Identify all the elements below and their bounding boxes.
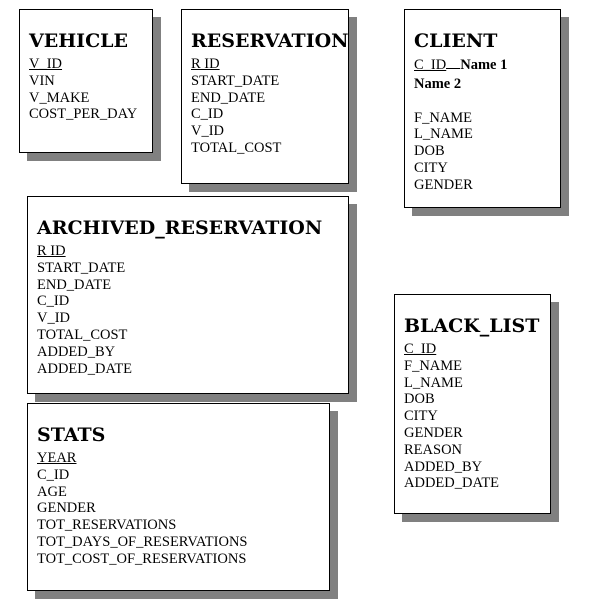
attribute: L_NAME: [404, 374, 463, 391]
attribute: C_ID: [191, 106, 224, 123]
primary-key: R ID: [191, 56, 220, 72]
attribute: END_DATE: [37, 276, 112, 293]
attribute: F_NAME: [404, 357, 463, 374]
primary-key: C_ID: [404, 341, 437, 357]
note: Name 2: [414, 75, 462, 92]
entity-vehicle: [19, 9, 153, 153]
attribute-list: [191, 56, 339, 157]
attribute-list: [29, 56, 143, 123]
key-note: Name 1: [460, 57, 508, 73]
attribute-list: [404, 341, 541, 492]
attribute: CITY: [414, 159, 448, 176]
entity-reservation: [181, 9, 349, 184]
attribute: DOB: [414, 143, 445, 160]
attribute: GENDER: [37, 500, 96, 517]
attribute: TOT_RESERVATIONS: [37, 517, 177, 534]
attribute: DOB: [404, 391, 435, 408]
entity-title: ARCHIVED_RESERVATION: [37, 217, 323, 239]
primary-key: YEAR: [37, 450, 77, 466]
primary-key: C_ID: [414, 57, 447, 73]
attribute-list: [37, 450, 320, 568]
primary-key: R ID: [37, 243, 66, 259]
attribute: TOTAL_COST: [37, 326, 128, 343]
entity-title: VEHICLE: [29, 30, 129, 52]
attribute: F_NAME: [414, 109, 473, 126]
attribute-list: [414, 56, 551, 194]
attribute: CITY: [404, 408, 438, 425]
attribute: VIN: [29, 72, 55, 89]
entity-title: STATS: [37, 424, 106, 446]
entity-black-list: [394, 294, 551, 514]
attribute: ADDED_BY: [404, 458, 483, 475]
attribute: V_MAKE: [29, 89, 90, 106]
entity-archived-reservation: [27, 196, 349, 394]
attribute: START_DATE: [37, 259, 126, 276]
attribute-list: [37, 243, 339, 377]
attribute: TOTAL_COST: [191, 139, 282, 156]
primary-key: V_ID: [29, 56, 63, 72]
attribute: GENDER: [404, 424, 463, 441]
attribute: START_DATE: [191, 72, 280, 89]
attribute: REASON: [404, 441, 463, 458]
entity-client: [404, 9, 561, 208]
attribute: END_DATE: [191, 89, 266, 106]
entity-stats: [27, 403, 330, 591]
attribute: ADDED_DATE: [404, 475, 500, 492]
attribute: V_ID: [37, 310, 71, 327]
attribute: L_NAME: [414, 126, 473, 143]
entity-title: RESERVATION: [191, 30, 349, 52]
entity-title: BLACK_LIST: [404, 315, 540, 337]
attribute: GENDER: [414, 176, 473, 193]
attribute: V_ID: [191, 123, 225, 140]
attribute: C_ID: [37, 293, 70, 310]
attribute: C_ID: [37, 466, 70, 483]
attribute: COST_PER_DAY: [29, 106, 138, 123]
attribute: AGE: [37, 483, 67, 500]
attribute: ADDED_DATE: [37, 360, 133, 377]
attribute: ADDED_BY: [37, 343, 116, 360]
entity-title: CLIENT: [414, 30, 498, 52]
attribute: TOT_DAYS_OF_RESERVATIONS: [37, 533, 248, 550]
attribute: TOT_COST_OF_RESERVATIONS: [37, 550, 247, 567]
